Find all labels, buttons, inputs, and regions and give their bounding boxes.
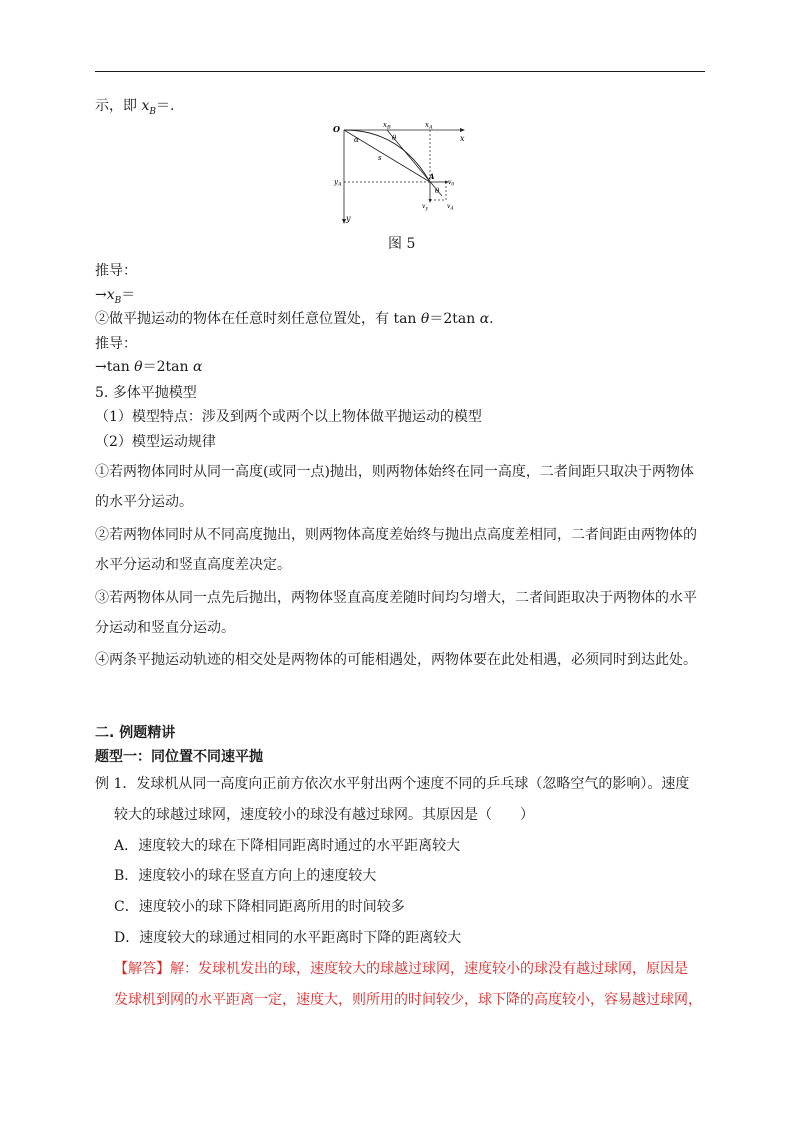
header-rule: [95, 71, 705, 72]
label-s: s: [378, 154, 382, 162]
example-1-stem-line-1: 例 1．发球机从同一高度向正前方依次水平射出两个速度不同的乒乓球（忽略空气的影响）。速度: [95, 776, 690, 792]
section-5-title: 5. 多体平抛模型: [95, 385, 197, 401]
rule-4: ④两条平抛运动轨迹的相交处是两物体的可能相遇处，两物体要在此处相遇，必须同时到达此处。: [95, 652, 697, 668]
rule-1-line-1: ①若两物体同时从同一高度(或同一点)抛出，则两物体始终在同一高度，二者间距只取决于两物体: [95, 464, 694, 480]
label-theta-bottom: θ: [435, 187, 440, 195]
rule-1-line-2: 的水平分运动。: [95, 494, 193, 510]
option-b: B．速度较小的球在竖直方向上的速度较大: [114, 868, 377, 884]
label-theta-top: θ: [392, 134, 397, 142]
label-yA: $y_A$: [334, 178, 342, 188]
label-v0: $v_0$: [448, 179, 455, 188]
section-2-heading: 二. 例题精讲: [95, 725, 176, 741]
answer-line-2: 发球机到网的水平距离一定，速度大，则所用的时间较少，球下降的高度较小，容易越过球网，: [114, 992, 702, 1008]
rule-3-line-2: 分运动和竖直分运动。: [95, 620, 235, 636]
derive-label-1: 推导：: [95, 263, 137, 279]
type-1-heading: 题型一：同位置不同速平抛: [95, 749, 263, 765]
rule-3-line-1: ③若两物体从同一点先后抛出，两物体竖直高度差随时间均匀增大，二者间距取决于两物体的水平: [95, 590, 697, 606]
section-5-item-1: （1）模型特点：涉及到两个或两个以上物体做平抛运动的模型: [95, 409, 482, 425]
label-O: O: [333, 124, 340, 134]
label-alpha: α: [354, 136, 359, 144]
label-vA: $v_A$: [447, 203, 454, 212]
x-axis-arrow: [460, 128, 465, 132]
option-a: A．速度较大的球在下降相同距离时通过的水平距离较大: [114, 838, 461, 854]
label-xB: $x_B$: [383, 121, 391, 131]
label-vy: $v_y$: [422, 203, 428, 212]
section-5-item-2: （2）模型运动规律: [95, 434, 216, 450]
example-1-stem-line-2: 较大的球越过球网，速度较小的球没有越过球网。其原因是（ ）: [114, 807, 534, 823]
option-d: D．速度较大的球通过相同的水平距离时下降的距离较大: [114, 930, 462, 946]
intro-line: 示，即 $x_B=$.: [95, 98, 175, 117]
label-y: y: [346, 214, 351, 223]
result-tan: →tan θ＝2tan α: [95, 359, 203, 375]
answer-line-1: 【解答】解：发球机发出的球，速度较大的球越过球网，速度较小的球没有越过球网，原因是: [114, 961, 688, 977]
derive-label-2: 推导：: [95, 336, 137, 352]
rule-2-line-2: 水平分运动和竖直高度差决定。: [95, 557, 291, 573]
rule-2-line-1: ②若两物体同时从不同高度抛出，则两物体高度差始终与抛出点高度差相同，二者间距由两物体的: [95, 527, 697, 543]
figure-caption: 图 5: [388, 236, 416, 252]
option-c: C．速度较小的球下降相同距离所用的时间较多: [114, 899, 405, 915]
projectile-figure: [330, 120, 470, 230]
label-A: A: [429, 172, 435, 181]
point-2: ②做平抛运动的物体在任意时刻任意位置处，有 tan θ＝2tan α.: [95, 311, 494, 327]
label-xA: $x_A$: [425, 121, 433, 131]
result-xB: $\to x_B=$: [95, 287, 136, 306]
label-x: x: [460, 134, 465, 143]
